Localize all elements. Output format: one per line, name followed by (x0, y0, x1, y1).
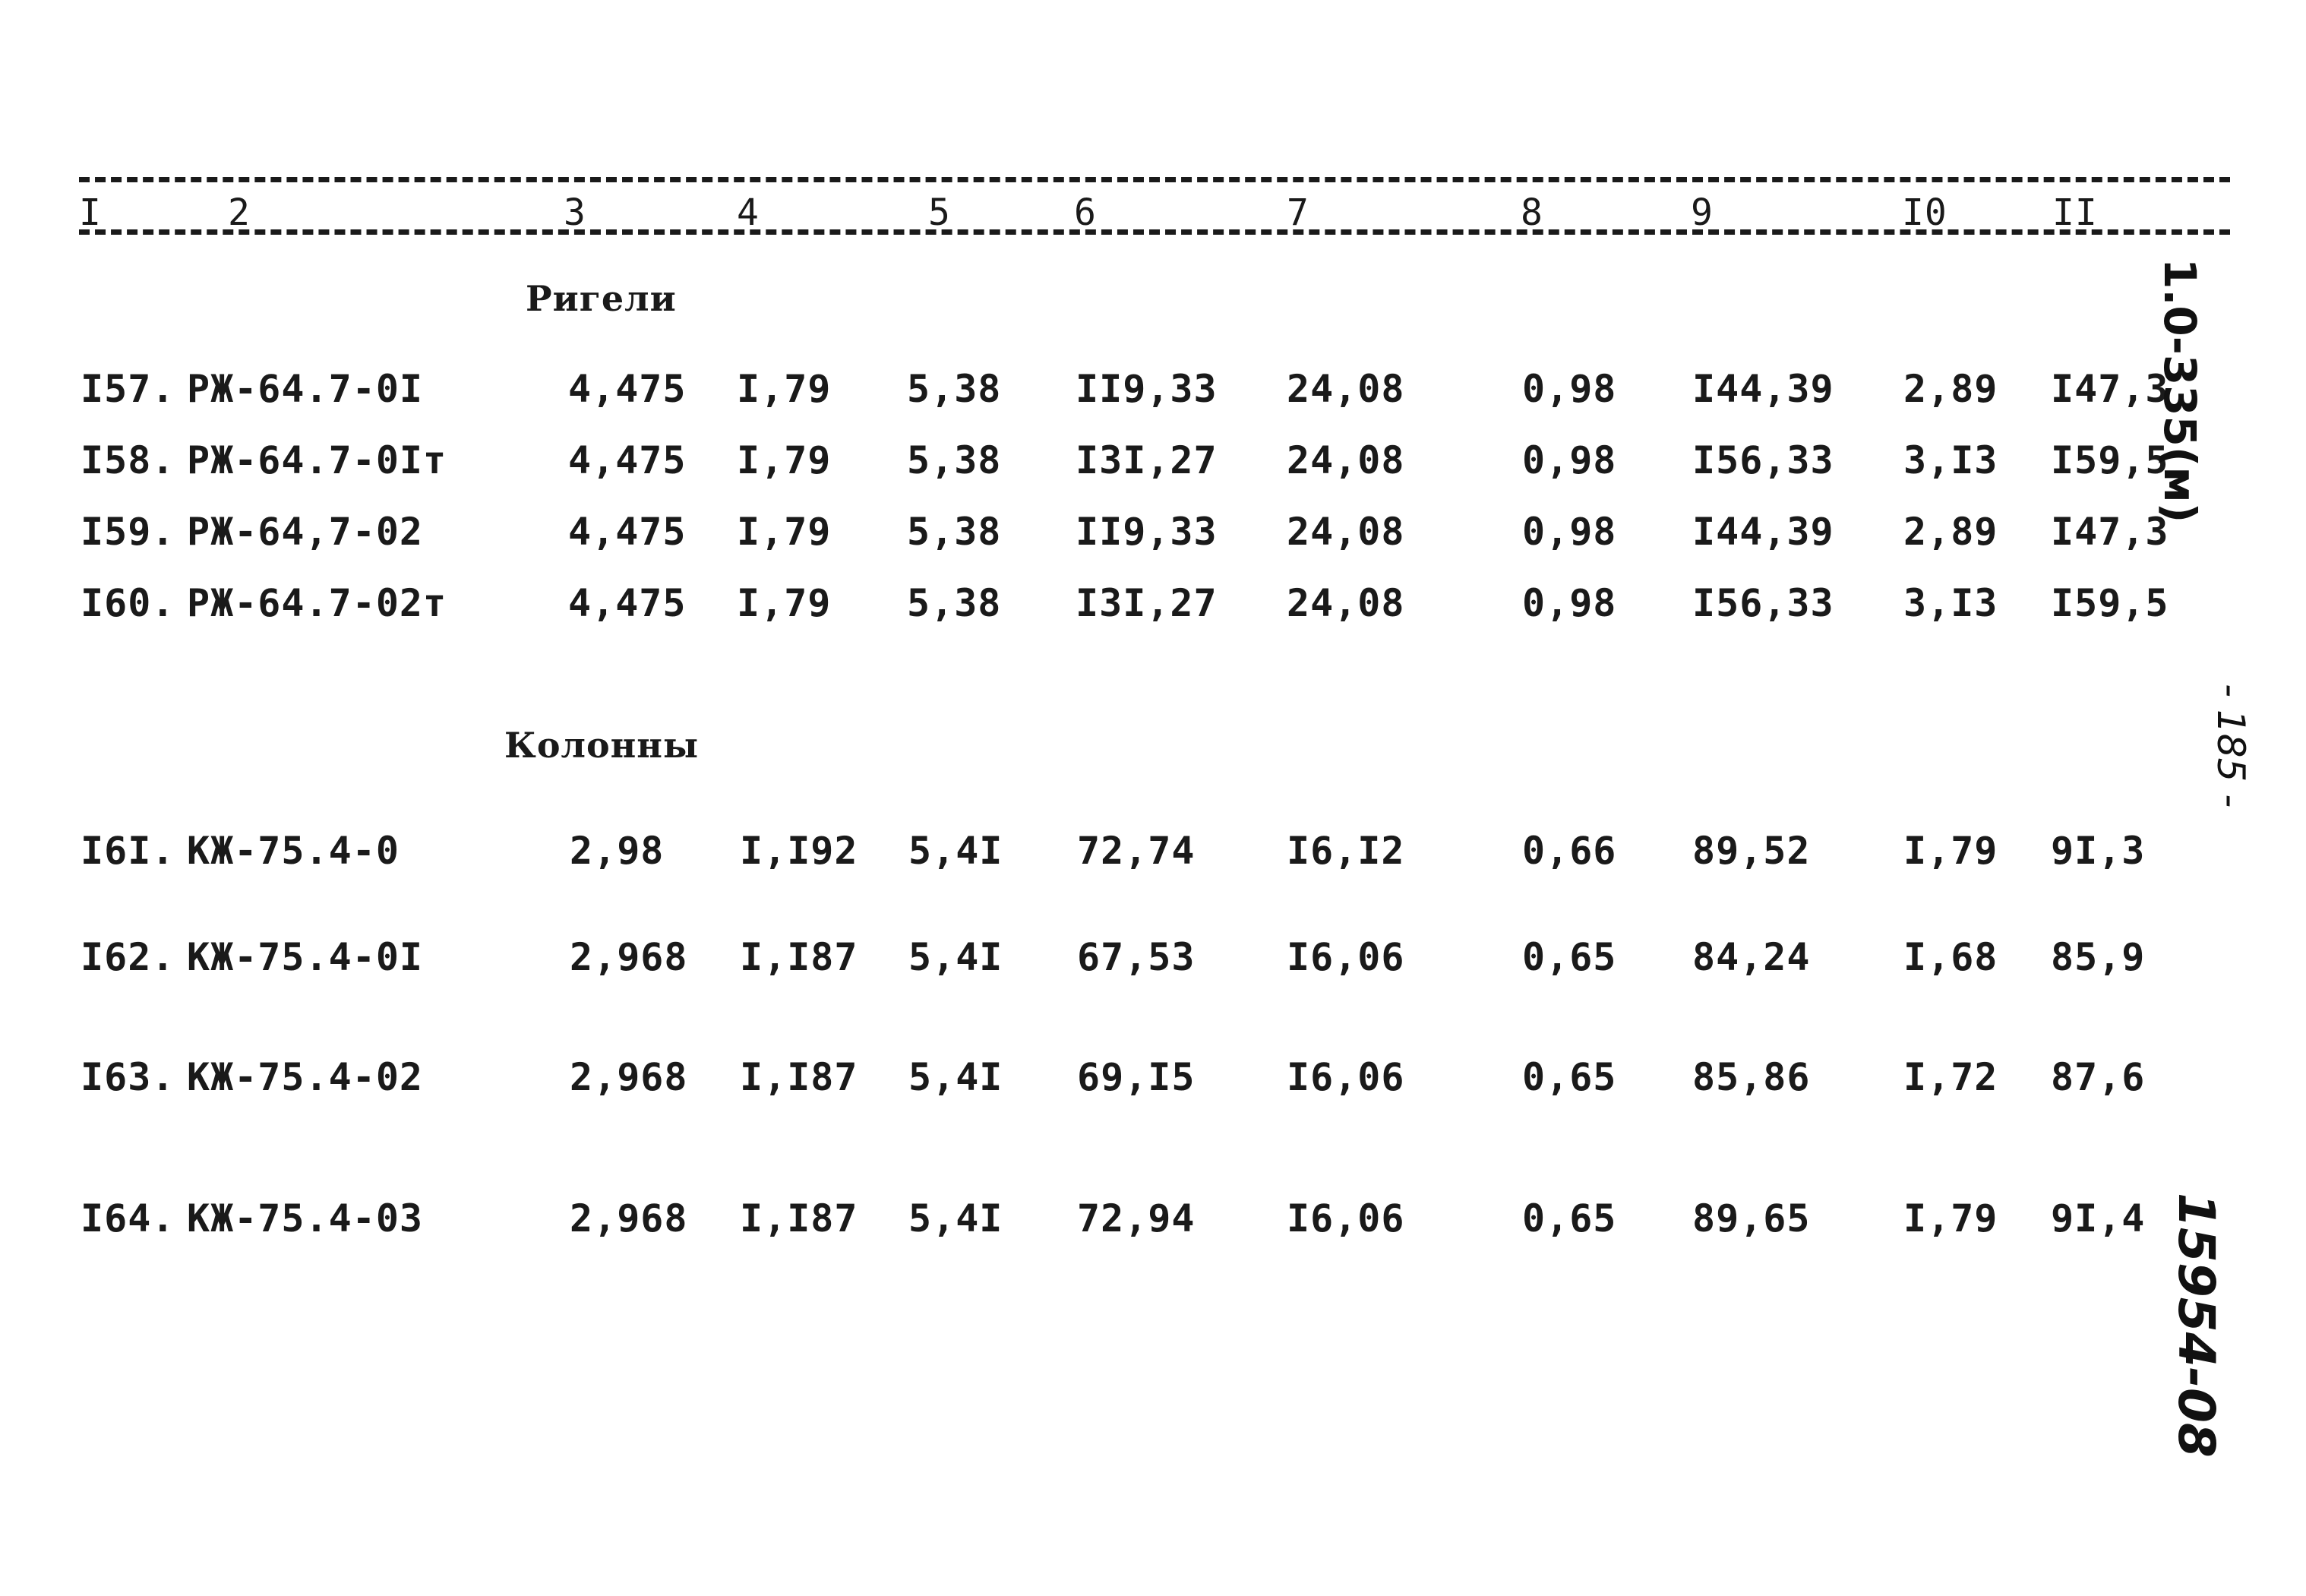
cell-col-5: 5,4I (908, 1196, 1003, 1240)
cell-col-5: 5,4I (908, 1055, 1003, 1099)
header-col-8: 8 (1521, 191, 1543, 234)
cell-col-9: 89,65 (1692, 1196, 1811, 1240)
cell-col-8: 0,65 (1522, 935, 1617, 979)
cell-col-11: I47,3 (2051, 367, 2169, 411)
cell-col-8: 0,65 (1522, 1055, 1617, 1099)
row-number: I59. (81, 510, 175, 554)
cell-col-6: 72,74 (1077, 829, 1196, 873)
cell-col-10: 3,I3 (1903, 438, 1998, 482)
item-mark: РЖ-64.7-02т (187, 581, 447, 625)
cell-col-4: I,79 (737, 438, 832, 482)
cell-col-11: I59,5 (2051, 581, 2169, 625)
row-number: I64. (81, 1196, 175, 1240)
cell-col-3: 2,968 (570, 1196, 688, 1240)
cell-col-4: I,I87 (740, 1196, 858, 1240)
cell-col-4: I,79 (737, 581, 832, 625)
inventory-code-vertical: 15954-08 (2167, 1193, 2225, 1458)
header-col-1: I (79, 191, 102, 234)
cell-col-4: I,I92 (740, 829, 858, 873)
cell-col-11: 9I,4 (2051, 1196, 2146, 1240)
cell-col-7: I6,06 (1287, 935, 1405, 979)
row-number: I60. (81, 581, 175, 625)
item-mark: РЖ-64,7-02 (187, 510, 424, 554)
section-title-kolonny: Колонны (504, 725, 700, 766)
header-col-11: II (2052, 191, 2098, 234)
header-col-6: 6 (1074, 191, 1097, 234)
cell-col-6: 69,I5 (1077, 1055, 1196, 1099)
row-number: I62. (81, 935, 175, 979)
cell-col-10: 3,I3 (1903, 581, 1998, 625)
cell-col-9: I44,39 (1692, 510, 1834, 554)
cell-col-7: I6,06 (1287, 1196, 1405, 1240)
cell-col-8: 0,98 (1522, 581, 1617, 625)
cell-col-7: 24,08 (1287, 367, 1405, 411)
item-mark: РЖ-64.7-0Iт (187, 438, 447, 482)
section-title-rigeli: Ригели (526, 278, 677, 319)
cell-col-4: I,79 (737, 510, 832, 554)
cell-col-7: 24,08 (1287, 510, 1405, 554)
cell-col-8: 0,98 (1522, 510, 1617, 554)
cell-col-4: I,79 (737, 367, 832, 411)
cell-col-6: I3I,27 (1076, 438, 1218, 482)
cell-col-6: II9,33 (1076, 510, 1218, 554)
cell-col-3: 4,475 (568, 367, 687, 411)
row-number: I6I. (81, 829, 175, 873)
item-mark: КЖ-75.4-02 (187, 1055, 424, 1099)
cell-col-3: 4,475 (568, 510, 687, 554)
cell-col-10: 2,89 (1903, 510, 1998, 554)
cell-col-11: 85,9 (2051, 935, 2146, 979)
cell-col-4: I,I87 (740, 1055, 858, 1099)
cell-col-3: 4,475 (568, 581, 687, 625)
cell-col-8: 0,98 (1522, 367, 1617, 411)
cell-col-3: 4,475 (568, 438, 687, 482)
cell-col-10: I,72 (1903, 1055, 1998, 1099)
cell-col-7: I6,I2 (1287, 829, 1405, 873)
cell-col-5: 5,38 (907, 510, 1002, 554)
cell-col-5: 5,38 (907, 367, 1002, 411)
header-rule-top (79, 177, 2230, 182)
row-number: I57. (81, 367, 175, 411)
cell-col-5: 5,4I (908, 935, 1003, 979)
cell-col-6: II9,33 (1076, 367, 1218, 411)
item-mark: КЖ-75.4-03 (187, 1196, 424, 1240)
cell-col-5: 5,38 (907, 581, 1002, 625)
cell-col-3: 2,968 (570, 935, 688, 979)
cell-col-3: 2,968 (570, 1055, 688, 1099)
series-code-vertical: 1.0-335(м) (2154, 258, 2206, 523)
cell-col-7: 24,08 (1287, 438, 1405, 482)
cell-col-6: 72,94 (1077, 1196, 1196, 1240)
cell-col-11: I59,5 (2051, 438, 2169, 482)
item-mark: КЖ-75.4-0I (187, 935, 424, 979)
cell-col-10: I,79 (1903, 829, 1998, 873)
cell-col-3: 2,98 (570, 829, 665, 873)
header-col-7: 7 (1287, 191, 1309, 234)
header-col-3: 3 (564, 191, 586, 234)
cell-col-10: I,68 (1903, 935, 1998, 979)
cell-col-4: I,I87 (740, 935, 858, 979)
cell-col-10: 2,89 (1903, 367, 1998, 411)
cell-col-7: I6,06 (1287, 1055, 1405, 1099)
cell-col-9: I56,33 (1692, 581, 1834, 625)
cell-col-11: 9I,3 (2051, 829, 2146, 873)
cell-col-11: I47,3 (2051, 510, 2169, 554)
cell-col-9: 85,86 (1692, 1055, 1811, 1099)
cell-col-9: I44,39 (1692, 367, 1834, 411)
cell-col-8: 0,98 (1522, 438, 1617, 482)
row-number: I63. (81, 1055, 175, 1099)
cell-col-8: 0,66 (1522, 829, 1617, 873)
cell-col-10: I,79 (1903, 1196, 1998, 1240)
item-mark: КЖ-75.4-0 (187, 829, 400, 873)
cell-col-9: 84,24 (1692, 935, 1811, 979)
cell-col-9: I56,33 (1692, 438, 1834, 482)
cell-col-11: 87,6 (2051, 1055, 2146, 1099)
header-col-10: I0 (1902, 191, 1947, 234)
header-col-4: 4 (737, 191, 760, 234)
cell-col-8: 0,65 (1522, 1196, 1617, 1240)
cell-col-5: 5,38 (907, 438, 1002, 482)
header-col-2: 2 (228, 191, 251, 234)
header-col-9: 9 (1691, 191, 1714, 234)
cell-col-5: 5,4I (908, 829, 1003, 873)
header-col-5: 5 (928, 191, 951, 234)
cell-col-9: 89,52 (1692, 829, 1811, 873)
item-mark: РЖ-64.7-0I (187, 367, 424, 411)
cell-col-6: 67,53 (1077, 935, 1196, 979)
row-number: I58. (81, 438, 175, 482)
page-number-vertical: - 185 - (2209, 684, 2253, 808)
cell-col-7: 24,08 (1287, 581, 1405, 625)
cell-col-6: I3I,27 (1076, 581, 1218, 625)
